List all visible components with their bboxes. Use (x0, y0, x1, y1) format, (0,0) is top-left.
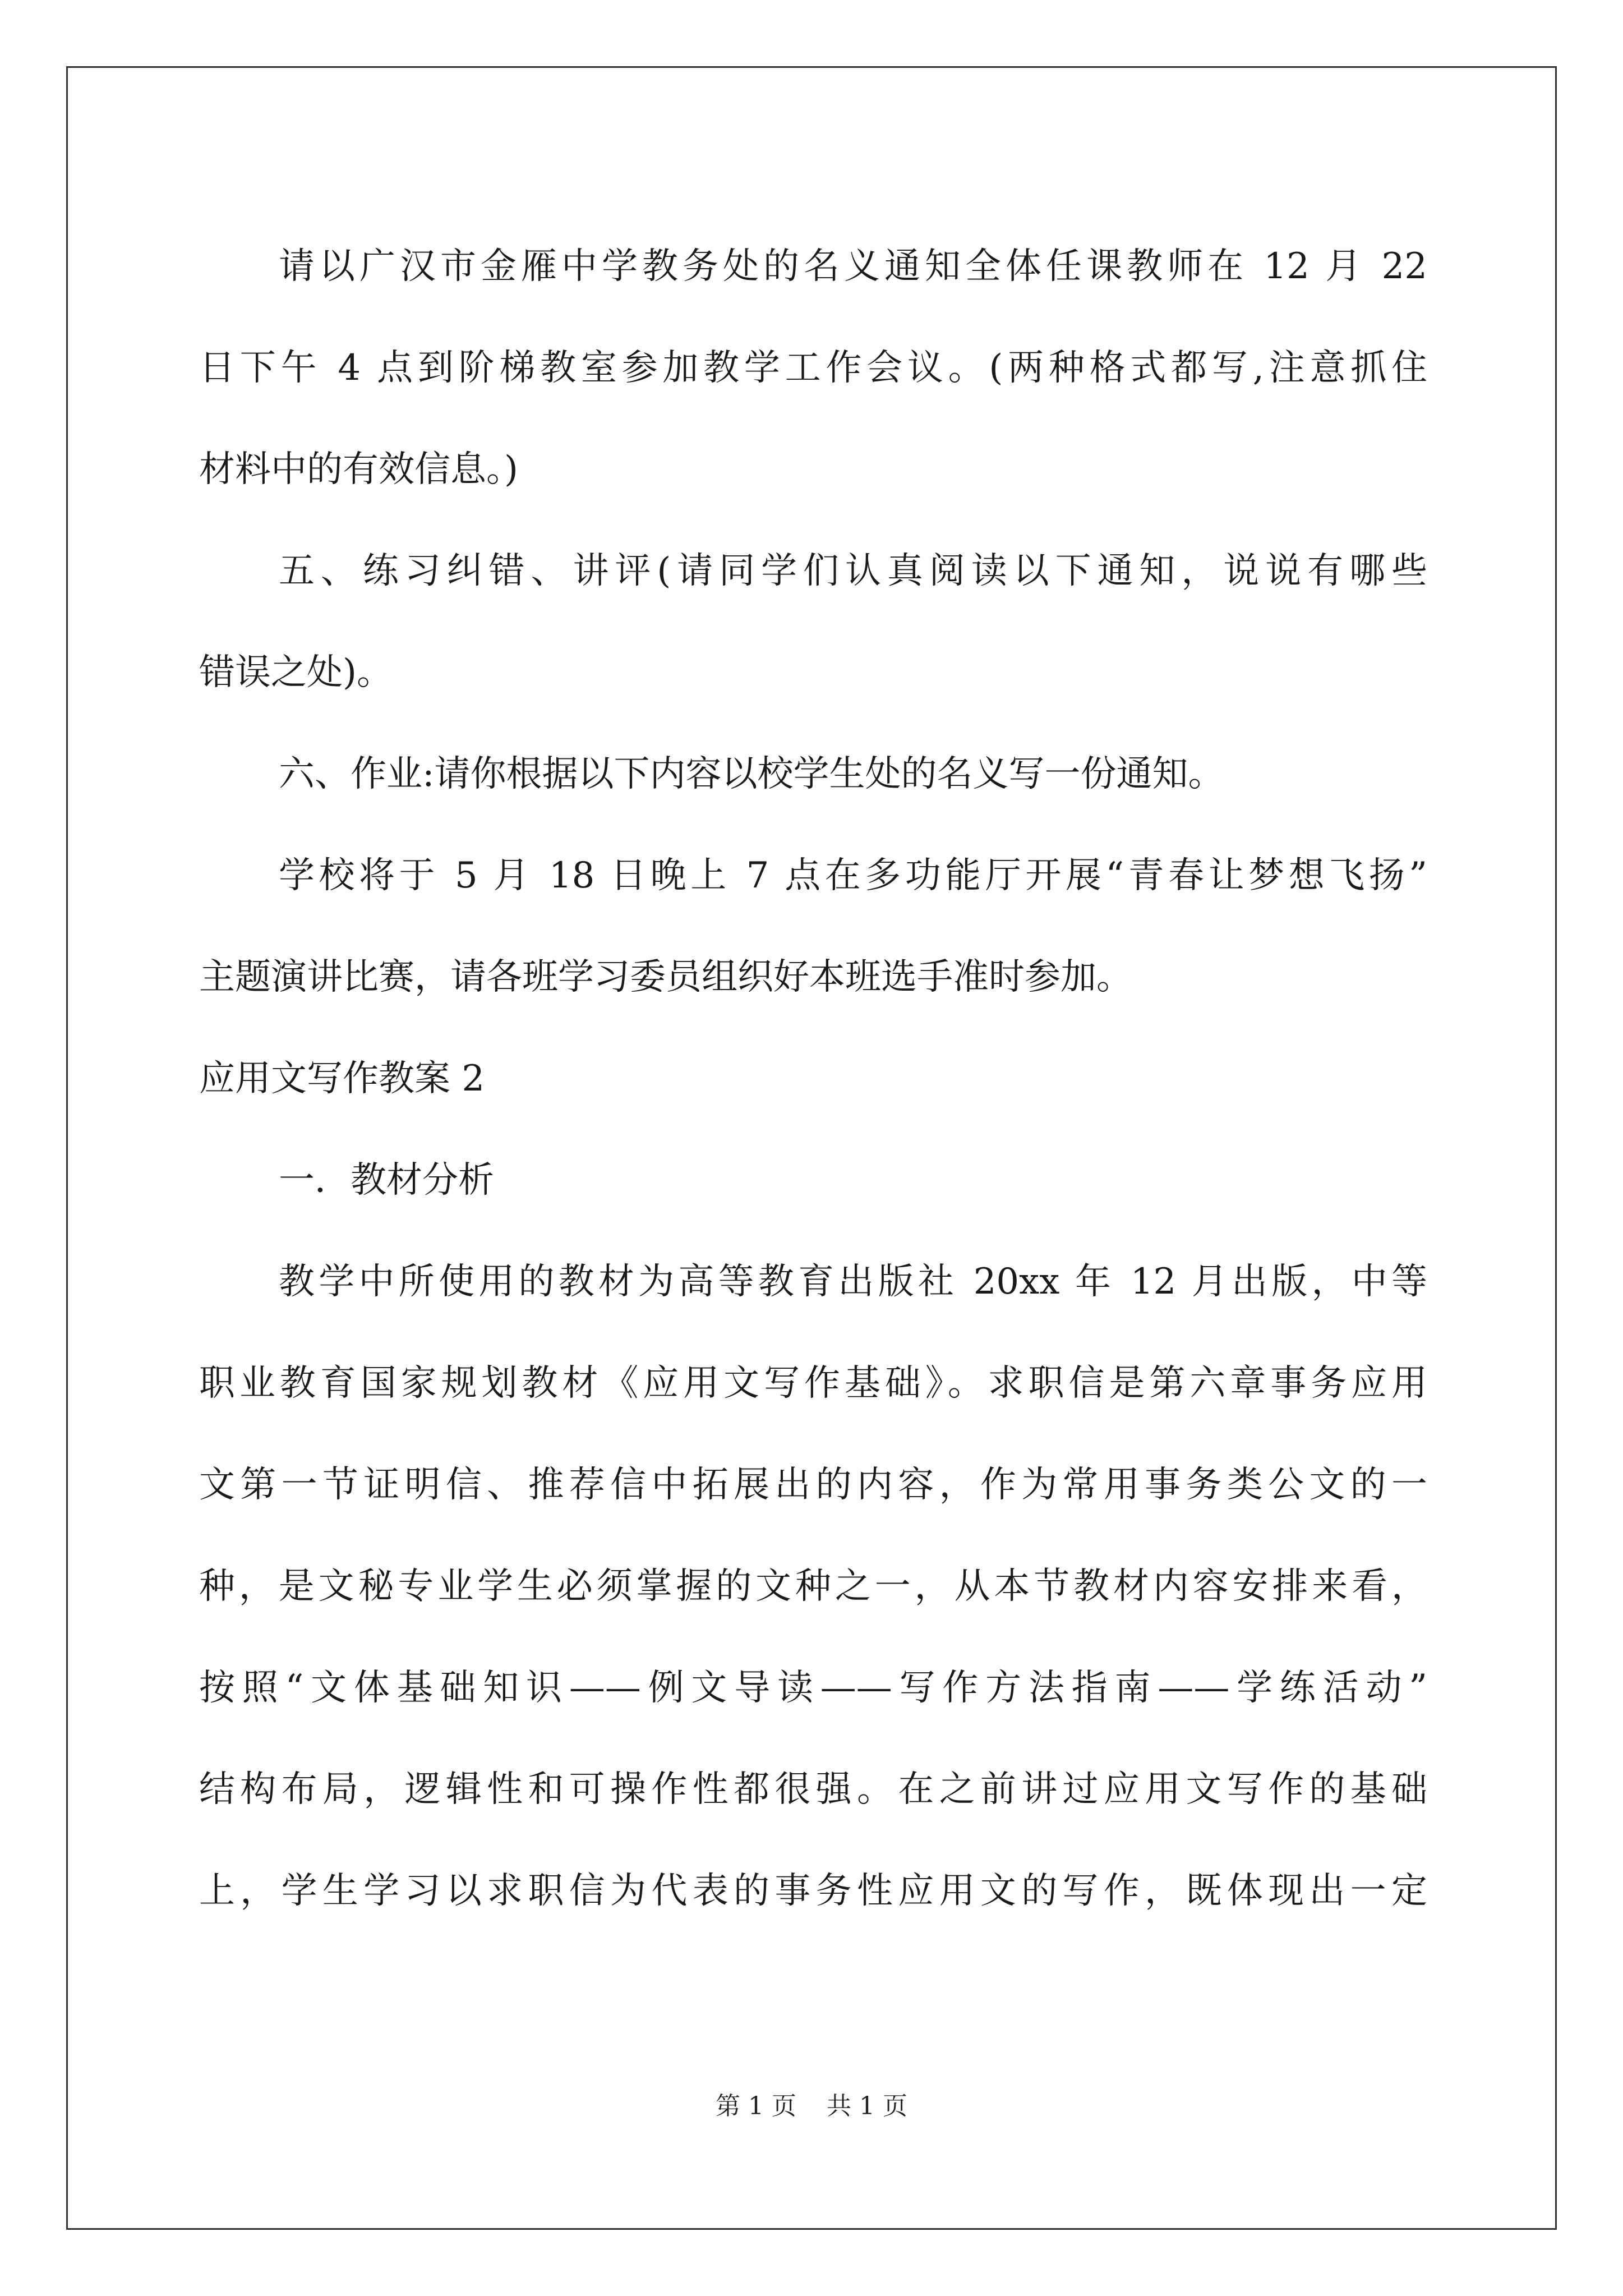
page-footer (0, 2090, 1623, 2123)
page-total: 共 1 页 (827, 2092, 907, 2120)
section-heading-six: 六、作业:请你根据以下内容以校学生处的名义写一份通知。 (279, 753, 1224, 795)
section-heading-five: 五、练习纠错、讲评(请同学们认真阅读以下通知，说说有哪些 (279, 550, 1427, 592)
paragraph-line: 错误之处)。 (199, 652, 393, 693)
document-body (199, 216, 1427, 1942)
paragraph-line: 日下午 4 点到阶梯教室参加教学工作会议。(两种格式都写,注意抓住 (199, 347, 1427, 389)
document-title: 应用文写作教案 2 (199, 1058, 485, 1099)
section-heading-one: 一．教材分析 (279, 1159, 494, 1201)
paragraph-line: 种，是文秘专业学生必须掌握的文种之一，从本节教材内容安排来看， (199, 1566, 1427, 1607)
paragraph-line: 上，学生学习以求职信为代表的事务性应用文的写作，既体现出一定 (199, 1870, 1427, 1912)
paragraph-line: 主题演讲比赛，请各班学习委员组织好本班选手准时参加。 (199, 956, 1132, 998)
paragraph-line: 教学中所使用的教材为高等教育出版社 20xx 年 12 月出版，中等 (279, 1261, 1427, 1303)
page-number: 第 1 页 (716, 2092, 796, 2120)
paragraph-line: 职业教育国家规划教材《应用文写作基础》。求职信是第六章事务应用 (199, 1363, 1427, 1404)
paragraph-line: 结构布局，逻辑性和可操作性都很强。在之前讲过应用文写作的基础 (199, 1769, 1427, 1810)
paragraph-line: 按照“文体基础知识——例文导读——写作方法指南——学练活动” (199, 1667, 1427, 1709)
paragraph-line: 文第一节证明信、推荐信中拓展出的内容，作为常用事务类公文的一 (199, 1464, 1427, 1506)
paragraph-line: 材料中的有效信息。) (199, 449, 518, 490)
paragraph-line: 请以广汉市金雁中学教务处的名义通知全体任课教师在 12 月 22 (279, 246, 1427, 287)
paragraph-line: 学校将于 5 月 18 日晚上 7 点在多功能厅开展“青春让梦想飞扬” (279, 855, 1427, 896)
